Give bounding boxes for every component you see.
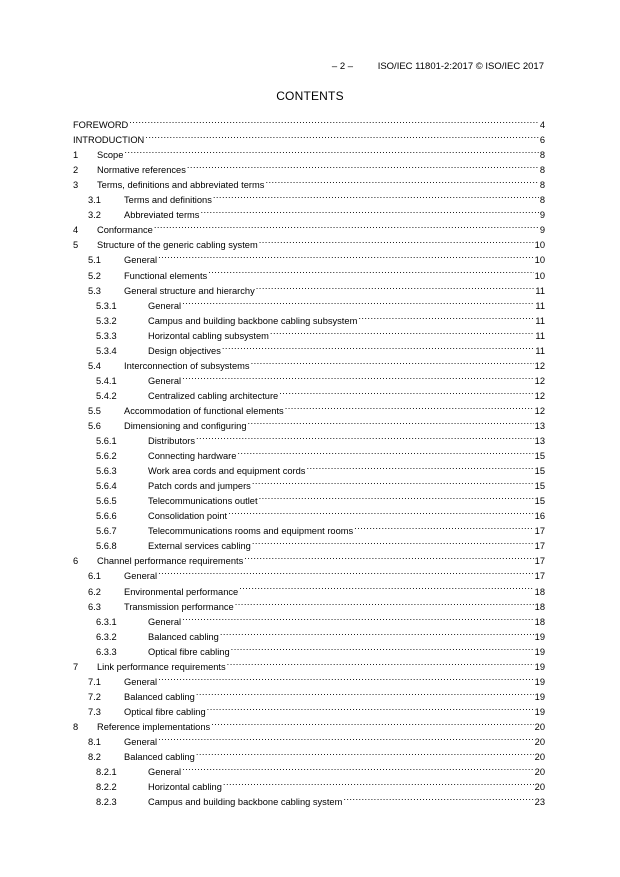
toc-entry-title: Connecting hardware <box>148 451 237 462</box>
toc-dot-leader <box>252 534 534 549</box>
toc-entry-page: 12 <box>534 360 545 371</box>
toc-entry-number: 5.3.4 <box>96 345 117 356</box>
toc-entry-page: 15 <box>534 481 545 492</box>
toc-entry-title: General <box>148 616 182 627</box>
toc-dot-leader <box>129 113 539 128</box>
toc-entry-page: 17 <box>534 526 545 537</box>
toc-entry-title: Campus and building backbone cabling subsystem <box>148 315 358 326</box>
toc-dot-leader <box>252 474 534 489</box>
toc-dot-leader <box>285 399 534 414</box>
toc-entry-page: 20 <box>534 782 545 793</box>
toc-entry-title: Link performance requirements <box>97 661 226 672</box>
toc-entry-page: 17 <box>534 571 545 582</box>
toc-entry-page: 12 <box>534 405 545 416</box>
toc-entry-title: Environmental performance <box>124 586 239 597</box>
toc-entry-title: Horizontal cabling subsystem <box>148 330 269 341</box>
toc-entry-number: 5.6.3 <box>96 466 117 477</box>
toc-entry-title: Campus and building backbone cabling system <box>148 797 343 808</box>
toc-entry-page: 16 <box>534 511 545 522</box>
toc-dot-leader <box>200 203 538 218</box>
toc-entry-number: 4 <box>73 225 79 236</box>
toc-entry-title: Dimensioning and configuring <box>124 420 247 431</box>
toc-entry-number: 5.4.2 <box>96 390 117 401</box>
toc-entry-title: General <box>124 255 158 266</box>
toc-entry-number: 8.2.3 <box>96 797 117 808</box>
toc-entry-title: Balanced cabling <box>124 691 195 702</box>
toc-dot-leader <box>231 640 534 655</box>
toc-entry-title: Telecommunications outlet <box>148 496 258 507</box>
toc-entry-number: 8.2.2 <box>96 782 117 793</box>
toc-dot-leader <box>154 218 539 233</box>
toc-dot-leader <box>265 173 538 188</box>
page-header <box>332 61 544 72</box>
toc-entry-title: Consolidation point <box>148 511 228 522</box>
toc-entry-page: 13 <box>534 420 545 431</box>
toc-entry-title: Telecommunications rooms and equipment rooms <box>148 526 354 537</box>
toc-entry-title: Channel performance requirements <box>97 556 244 567</box>
toc-entry-title: Centralized cabling architecture <box>148 390 279 401</box>
toc-dot-leader <box>182 760 534 775</box>
toc-dot-leader <box>220 625 534 640</box>
toc-dot-leader <box>235 595 534 610</box>
toc-entry[interactable] <box>73 113 545 131</box>
toc-entry-page: 10 <box>534 255 545 266</box>
toc-dot-leader <box>158 564 534 579</box>
toc-entry-number: 6.3.3 <box>96 646 117 657</box>
toc-entry-title: FOREWORD <box>73 120 129 131</box>
toc-entry-title: INTRODUCTION <box>73 135 145 146</box>
toc-entry[interactable] <box>73 143 545 161</box>
toc-entry-page: 17 <box>534 541 545 552</box>
toc-dot-leader <box>248 414 534 429</box>
toc-entry-page: 11 <box>535 300 545 311</box>
toc-entry-page: 19 <box>534 631 545 642</box>
toc-entry-title: Reference implementations <box>97 721 211 732</box>
toc-dot-leader <box>239 579 533 594</box>
toc-entry-number: 5.6.7 <box>96 526 117 537</box>
toc-dot-leader <box>187 158 539 173</box>
toc-entry-page: 19 <box>534 691 545 702</box>
toc-dot-leader <box>207 700 534 715</box>
toc-entry-number: 5.6.6 <box>96 511 117 522</box>
toc-dot-leader <box>222 339 534 354</box>
toc-entry-number: 5.6.8 <box>96 541 117 552</box>
toc-entry-number: 5.2 <box>88 270 101 281</box>
toc-entry-title: General <box>124 736 158 747</box>
toc-entry-page: 19 <box>534 661 545 672</box>
toc-dot-leader <box>145 128 539 143</box>
toc-entry-page: 15 <box>534 466 545 477</box>
toc-entry-title: Patch cords and jumpers <box>148 481 251 492</box>
toc-dot-leader <box>259 233 534 248</box>
toc-dot-leader <box>358 309 534 324</box>
toc-entry-title: General <box>148 300 182 311</box>
toc-entry-number: 3.2 <box>88 210 101 221</box>
toc-entry-number: 7 <box>73 661 79 672</box>
toc-entry-title: Design objectives <box>148 345 221 356</box>
toc-entry-title: Terms and definitions <box>124 195 212 206</box>
toc-dot-leader <box>279 384 533 399</box>
toc-entry-number: 7.1 <box>88 676 101 687</box>
toc-entry-page: 19 <box>534 676 545 687</box>
toc-entry-title: Conformance <box>97 225 153 236</box>
toc-entry-number: 8.2 <box>88 752 101 763</box>
toc-entry-number: 5.3 <box>88 285 101 296</box>
toc-entry-number: 1 <box>73 150 79 161</box>
toc-entry-page: 18 <box>534 586 545 597</box>
toc-dot-leader <box>256 279 535 294</box>
document-id: ISO/IEC 11801-2:2017 © ISO/IEC 2017 <box>377 61 544 72</box>
toc-entry-page: 6 <box>539 135 545 146</box>
toc-entry-page: 11 <box>535 285 545 296</box>
toc-entry-number: 6.3.1 <box>96 616 117 627</box>
toc-entry-page: 19 <box>534 706 545 717</box>
toc-entry-title: Transmission performance <box>124 601 234 612</box>
toc-entry-number: 2 <box>73 165 79 176</box>
toc-entry-number: 8.2.1 <box>96 767 117 778</box>
toc-dot-leader <box>196 685 534 700</box>
toc-dot-leader <box>211 715 533 730</box>
toc-entry-title: Balanced cabling <box>148 631 219 642</box>
page-number: – 2 – <box>331 61 354 72</box>
toc-dot-leader <box>158 670 534 685</box>
toc-entry-number: 8 <box>73 721 79 732</box>
toc-entry-number: 5.6.2 <box>96 451 117 462</box>
toc-entry-number: 5.3.3 <box>96 330 117 341</box>
toc-dot-leader <box>182 294 534 309</box>
toc-dot-leader <box>158 730 534 745</box>
toc-dot-leader <box>227 655 534 670</box>
toc-dot-leader <box>251 354 534 369</box>
toc-dot-leader <box>196 745 534 760</box>
toc-entry-number: 5.5 <box>88 405 101 416</box>
toc-entry-number: 5.4 <box>88 360 101 371</box>
toc-entry-page: 12 <box>534 390 545 401</box>
toc-entry-number: 6.1 <box>88 571 101 582</box>
toc-entry-title: Horizontal cabling <box>148 782 222 793</box>
toc-entry-page: 11 <box>535 330 545 341</box>
toc-entry-number: 5.6.4 <box>96 481 117 492</box>
toc-entry-title: External services cabling <box>148 541 251 552</box>
toc-entry-title: General <box>148 767 182 778</box>
toc-entry-page: 15 <box>534 451 545 462</box>
toc-dot-leader <box>182 369 534 384</box>
table-of-contents <box>73 113 545 808</box>
toc-entry-title: Normative references <box>97 165 186 176</box>
toc-entry-title: Structure of the generic cabling system <box>97 240 258 251</box>
toc-entry-page: 8 <box>539 165 545 176</box>
toc-entry-number: 5 <box>73 240 79 251</box>
toc-entry-number: 6.3 <box>88 601 101 612</box>
toc-entry-title: Terms, definitions and abbreviated terms <box>97 180 265 191</box>
toc-dot-leader <box>208 263 533 278</box>
toc-entry-number: 6.3.2 <box>96 631 117 642</box>
toc-entry-title: Interconnection of subsystems <box>124 360 250 371</box>
toc-entry-page: 11 <box>535 315 545 326</box>
toc-entry-number: 5.4.1 <box>96 375 117 386</box>
toc-dot-leader <box>196 429 534 444</box>
toc-entry-number: 5.6.1 <box>96 436 117 447</box>
toc-entry-number: 8.1 <box>88 736 101 747</box>
toc-dot-leader <box>343 790 533 805</box>
toc-entry-page: 23 <box>534 797 545 808</box>
toc-entry-number: 6.2 <box>88 586 101 597</box>
toc-entry-title: General structure and hierarchy <box>124 285 255 296</box>
toc-dot-leader <box>182 610 534 625</box>
toc-dot-leader <box>228 504 534 519</box>
toc-entry-number: 5.3.1 <box>96 300 117 311</box>
toc-dot-leader <box>223 775 534 790</box>
toc-dot-leader <box>306 459 533 474</box>
toc-entry-title: Functional elements <box>124 270 208 281</box>
toc-dot-leader <box>354 519 534 534</box>
toc-entry-page: 20 <box>534 721 545 732</box>
toc-entry-title: Abbreviated terms <box>124 210 200 221</box>
toc-dot-leader <box>259 489 534 504</box>
toc-entry-page: 11 <box>535 345 545 356</box>
toc-entry-number: 5.3.2 <box>96 315 117 326</box>
toc-entry-number: 5.6 <box>88 420 101 431</box>
toc-dot-leader <box>124 143 538 158</box>
toc-entry-number: 5.1 <box>88 255 101 266</box>
toc-entry-page: 12 <box>534 375 545 386</box>
toc-entry-number: 3 <box>73 180 79 191</box>
toc-entry-title: Scope <box>97 150 124 161</box>
toc-dot-leader <box>213 188 539 203</box>
toc-entry-title: Balanced cabling <box>124 752 195 763</box>
toc-entry-page: 20 <box>534 767 545 778</box>
toc-entry-number: 7.2 <box>88 691 101 702</box>
toc-entry-page: 9 <box>539 225 545 236</box>
toc-entry-page: 8 <box>539 150 545 161</box>
toc-entry-title: General <box>148 375 182 386</box>
toc-entry-page: 18 <box>534 601 545 612</box>
toc-entry-page: 17 <box>534 556 545 567</box>
toc-entry-number: 6 <box>73 556 79 567</box>
toc-dot-leader <box>244 549 533 564</box>
toc-dot-leader <box>270 324 534 339</box>
toc-entry-title: Optical fibre cabling <box>148 646 230 657</box>
toc-entry-page: 20 <box>534 736 545 747</box>
toc-entry-page: 9 <box>539 210 545 221</box>
toc-entry-page: 4 <box>539 120 545 131</box>
toc-entry-page: 10 <box>534 240 545 251</box>
toc-entry-title: Work area cords and equipment cords <box>148 466 306 477</box>
page-title: CONTENTS <box>276 89 344 103</box>
toc-entry-title: Distributors <box>148 436 196 447</box>
toc-entry-number: 3.1 <box>88 195 101 206</box>
toc-entry-page: 8 <box>539 180 545 191</box>
toc-entry-number: 5.6.5 <box>96 496 117 507</box>
toc-entry-page: 15 <box>534 496 545 507</box>
toc-entry-title: General <box>124 676 158 687</box>
toc-entry-title: Optical fibre cabling <box>124 706 206 717</box>
toc-entry-page: 20 <box>534 752 545 763</box>
toc-entry[interactable] <box>73 158 545 176</box>
toc-entry-number: 7.3 <box>88 706 101 717</box>
toc-entry-title: General <box>124 571 158 582</box>
toc-entry-page: 19 <box>534 646 545 657</box>
toc-entry-page: 13 <box>534 436 545 447</box>
toc-dot-leader <box>237 444 533 459</box>
toc-entry-title: Accommodation of functional elements <box>124 405 284 416</box>
toc-entry-page: 8 <box>539 195 545 206</box>
toc-entry-page: 18 <box>534 616 545 627</box>
toc-entry-page: 10 <box>534 270 545 281</box>
toc-dot-leader <box>158 248 534 263</box>
toc-entry[interactable] <box>73 128 545 146</box>
